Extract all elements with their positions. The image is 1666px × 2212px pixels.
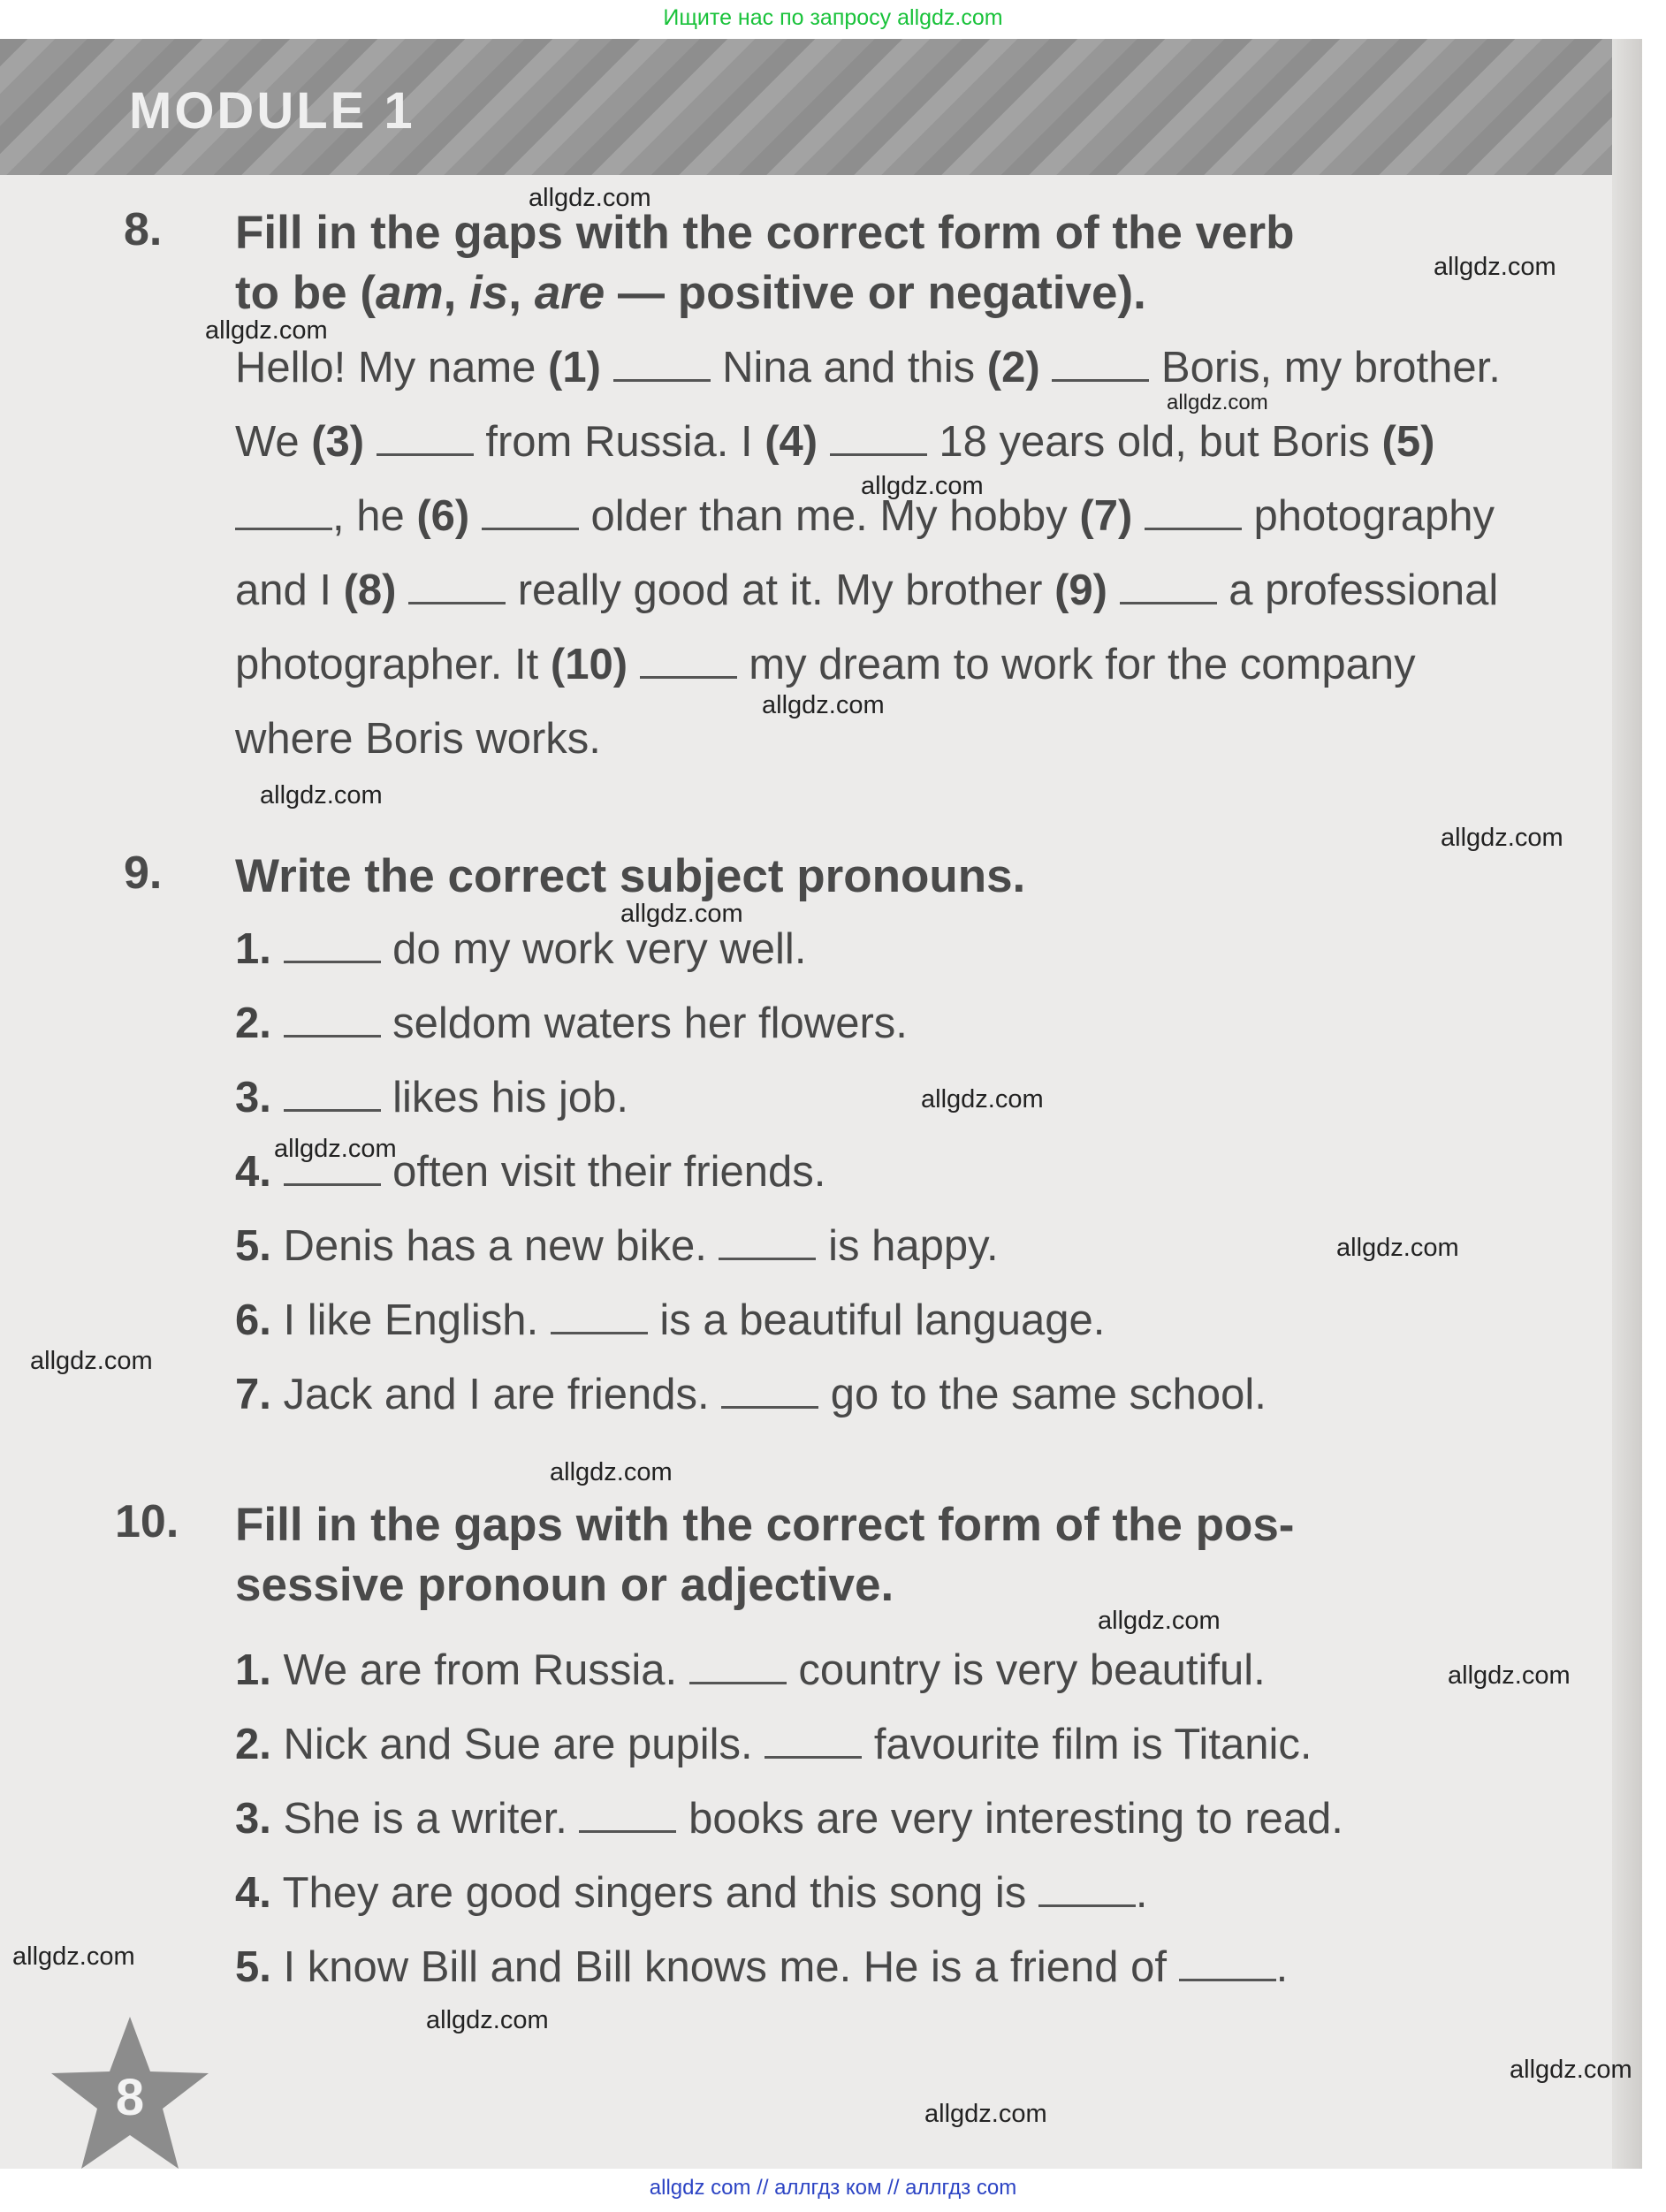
answer-gap-8[interactable] [408, 568, 506, 604]
gap-number: (5) [1381, 418, 1435, 466]
item-text: seldom waters her flowers. [380, 1000, 908, 1047]
exercise-9-items [235, 912, 1529, 1432]
answer-gap[interactable] [719, 1224, 816, 1260]
answer-gap[interactable] [721, 1372, 818, 1409]
page-edge-shadow [1612, 39, 1642, 2169]
text-part: Hello! My name [235, 344, 549, 391]
item-text: often visit their friends. [380, 1148, 826, 1196]
list-item [235, 1707, 1529, 1782]
gap-number: (10) [550, 641, 628, 688]
answer-gap[interactable] [765, 1722, 862, 1759]
watermark: allgdz.com [426, 2006, 549, 2034]
answer-gap-2[interactable] [1052, 346, 1149, 382]
answer-gap-3[interactable] [377, 420, 474, 456]
exercise-10-title-line2: sessive pronoun or adjective. [235, 1559, 894, 1611]
answer-gap[interactable] [579, 1797, 676, 1833]
page-number: 8 [115, 2069, 145, 2126]
text-part: Nina and this [710, 344, 987, 391]
page-number-badge [46, 2013, 214, 2169]
item-text [271, 925, 284, 973]
workbook-page [0, 39, 1642, 2169]
exercise-9-title: Write the correct subject pronouns. [235, 850, 1026, 902]
gap-number: (4) [765, 418, 818, 466]
answer-gap-9[interactable] [1120, 568, 1217, 604]
answer-gap[interactable] [551, 1298, 648, 1334]
module-title: MODULE 1 [129, 82, 415, 140]
answer-gap[interactable] [689, 1648, 787, 1684]
exercise-10-items [235, 1633, 1529, 2004]
watermark: allgdz.com [12, 1942, 135, 1971]
item-text: Jack and I are friends. [270, 1371, 722, 1418]
exercise-8-title-prefix: to be ( [235, 267, 376, 319]
list-item [235, 1209, 1529, 1283]
item-number: 5. [235, 1222, 271, 1270]
exercise-9-number: 9. [124, 848, 163, 899]
watermark: allgdz.com [1167, 391, 1268, 414]
gap-number: (1) [548, 344, 601, 391]
exercise-8-title-line1: Fill in the gaps with the correct form of the verb [235, 207, 1295, 259]
answer-gap-7[interactable] [1145, 494, 1242, 530]
list-item [235, 1135, 1529, 1209]
gap-number: (2) [986, 344, 1040, 391]
watermark: allgdz.com [274, 1135, 397, 1163]
item-text [271, 1000, 284, 1047]
answer-gap[interactable] [284, 1076, 381, 1112]
item-text: favourite film is Titanic. [862, 1721, 1312, 1768]
watermark: allgdz.com [260, 781, 383, 810]
item-text: go to the same school. [818, 1371, 1267, 1418]
watermark: allgdz.com [921, 1085, 1044, 1114]
answer-gap-10[interactable] [640, 642, 737, 679]
text-part: , he [332, 492, 417, 540]
answer-gap[interactable] [284, 1001, 381, 1038]
list-item [235, 1357, 1529, 1432]
text-part: Boris, my brother. We [235, 344, 1501, 466]
list-item [235, 1782, 1529, 1856]
item-number: 2. [235, 1000, 271, 1047]
item-text: Denis has a new bike. [270, 1222, 719, 1270]
module-header-band [0, 39, 1642, 175]
gap-number: (9) [1054, 566, 1107, 614]
list-item [235, 1633, 1529, 1707]
item-number: 4. [235, 1148, 271, 1196]
text-part: 18 years old, but Boris [926, 418, 1382, 466]
item-number: 1. [235, 925, 271, 973]
item-text: . [1275, 1943, 1289, 1991]
answer-gap-1[interactable] [613, 346, 711, 382]
item-text: books are very interesting to read. [676, 1795, 1343, 1843]
item-text: She is a writer. [270, 1795, 580, 1843]
watermark: allgdz.com [1441, 824, 1563, 852]
watermark: allgdz.com [861, 472, 984, 500]
item-text: I know Bill and Bill knows me. He is a friend of [270, 1943, 1179, 1991]
list-item [235, 1930, 1529, 2004]
item-number: 3. [235, 1074, 271, 1121]
answer-gap-6[interactable] [482, 494, 579, 530]
exercise-10-title-line1: Fill in the gaps with the correct form of the pos- [235, 1499, 1295, 1551]
list-item [235, 1283, 1529, 1357]
exercise-8-title [235, 203, 1529, 323]
item-text: We are from Russia. [270, 1646, 689, 1694]
bottom-site-note: allgdz com // аллгдз ком // аллгдз com [649, 2176, 1017, 2200]
exercise-10-number: 10. [115, 1496, 179, 1547]
item-number: 6. [235, 1296, 271, 1344]
item-text [271, 1074, 284, 1121]
answer-gap[interactable] [1038, 1871, 1136, 1907]
item-text: I like English. [270, 1296, 551, 1344]
item-number: 5. [235, 1943, 271, 1991]
verb-are: are [534, 267, 605, 319]
item-number: 1. [235, 1646, 271, 1694]
watermark: allgdz.com [1448, 1661, 1571, 1690]
item-number: 7. [235, 1371, 271, 1418]
item-text: is a beautiful language. [647, 1296, 1106, 1344]
watermark: allgdz.com [205, 316, 328, 345]
text-part: from Russia. I [473, 418, 765, 466]
watermark: allgdz.com [1510, 2056, 1632, 2084]
item-number: 4. [235, 1869, 271, 1917]
exercise-10 [115, 1495, 1529, 2004]
answer-gap[interactable] [1179, 1945, 1276, 1981]
verb-is: is [469, 267, 509, 319]
exercise-10-title [235, 1495, 1529, 1615]
list-item [235, 986, 1529, 1060]
item-number: 3. [235, 1795, 271, 1843]
watermark: allgdz.com [550, 1458, 673, 1486]
text-part: my dream to work for the company where Boris works. [235, 641, 1416, 763]
gap-number: (3) [311, 418, 365, 466]
item-text: likes his job. [380, 1074, 629, 1121]
list-item [235, 912, 1529, 986]
watermark: allgdz.com [924, 2100, 1047, 2128]
item-text: do my work very well. [380, 925, 807, 973]
text-part: photography and I [235, 492, 1495, 614]
watermark: allgdz.com [30, 1347, 153, 1375]
exercise-8-number: 8. [124, 204, 163, 255]
text-part: older than me. My hobby [578, 492, 1080, 540]
watermark: allgdz.com [620, 900, 743, 928]
watermark: allgdz.com [762, 691, 885, 719]
item-text: Nick and Sue are pupils. [270, 1721, 765, 1768]
title-sep-1: , [443, 267, 470, 319]
item-number: 2. [235, 1721, 271, 1768]
gap-number: (6) [416, 492, 470, 540]
watermark: allgdz.com [1098, 1607, 1221, 1635]
answer-gap[interactable] [284, 927, 381, 963]
watermark: allgdz.com [1336, 1234, 1459, 1262]
item-text: is happy. [816, 1222, 999, 1270]
gap-number: (8) [343, 566, 397, 614]
exercise-8 [124, 203, 1529, 776]
verb-am: am [375, 267, 444, 319]
text-part: really good at it. My brother [506, 566, 1055, 614]
exercise-8-title-suffix: — positive or negative). [605, 267, 1146, 319]
title-sep-2: , [508, 267, 535, 319]
answer-gap-5[interactable] [235, 494, 332, 530]
item-text: They are good singers and this song is [270, 1869, 1038, 1917]
gap-number: (7) [1079, 492, 1133, 540]
list-item [235, 1856, 1529, 1930]
list-item [235, 1060, 1529, 1135]
item-text: country is very beautiful. [786, 1646, 1266, 1694]
watermark: allgdz.com [1434, 253, 1556, 281]
top-search-note: Ищите нас по запросу allgdz.com [663, 5, 1003, 30]
text-part: a professional photographer. It [235, 566, 1499, 688]
item-text: . [1135, 1869, 1148, 1917]
answer-gap-4[interactable] [830, 420, 927, 456]
watermark: allgdz.com [529, 184, 651, 212]
